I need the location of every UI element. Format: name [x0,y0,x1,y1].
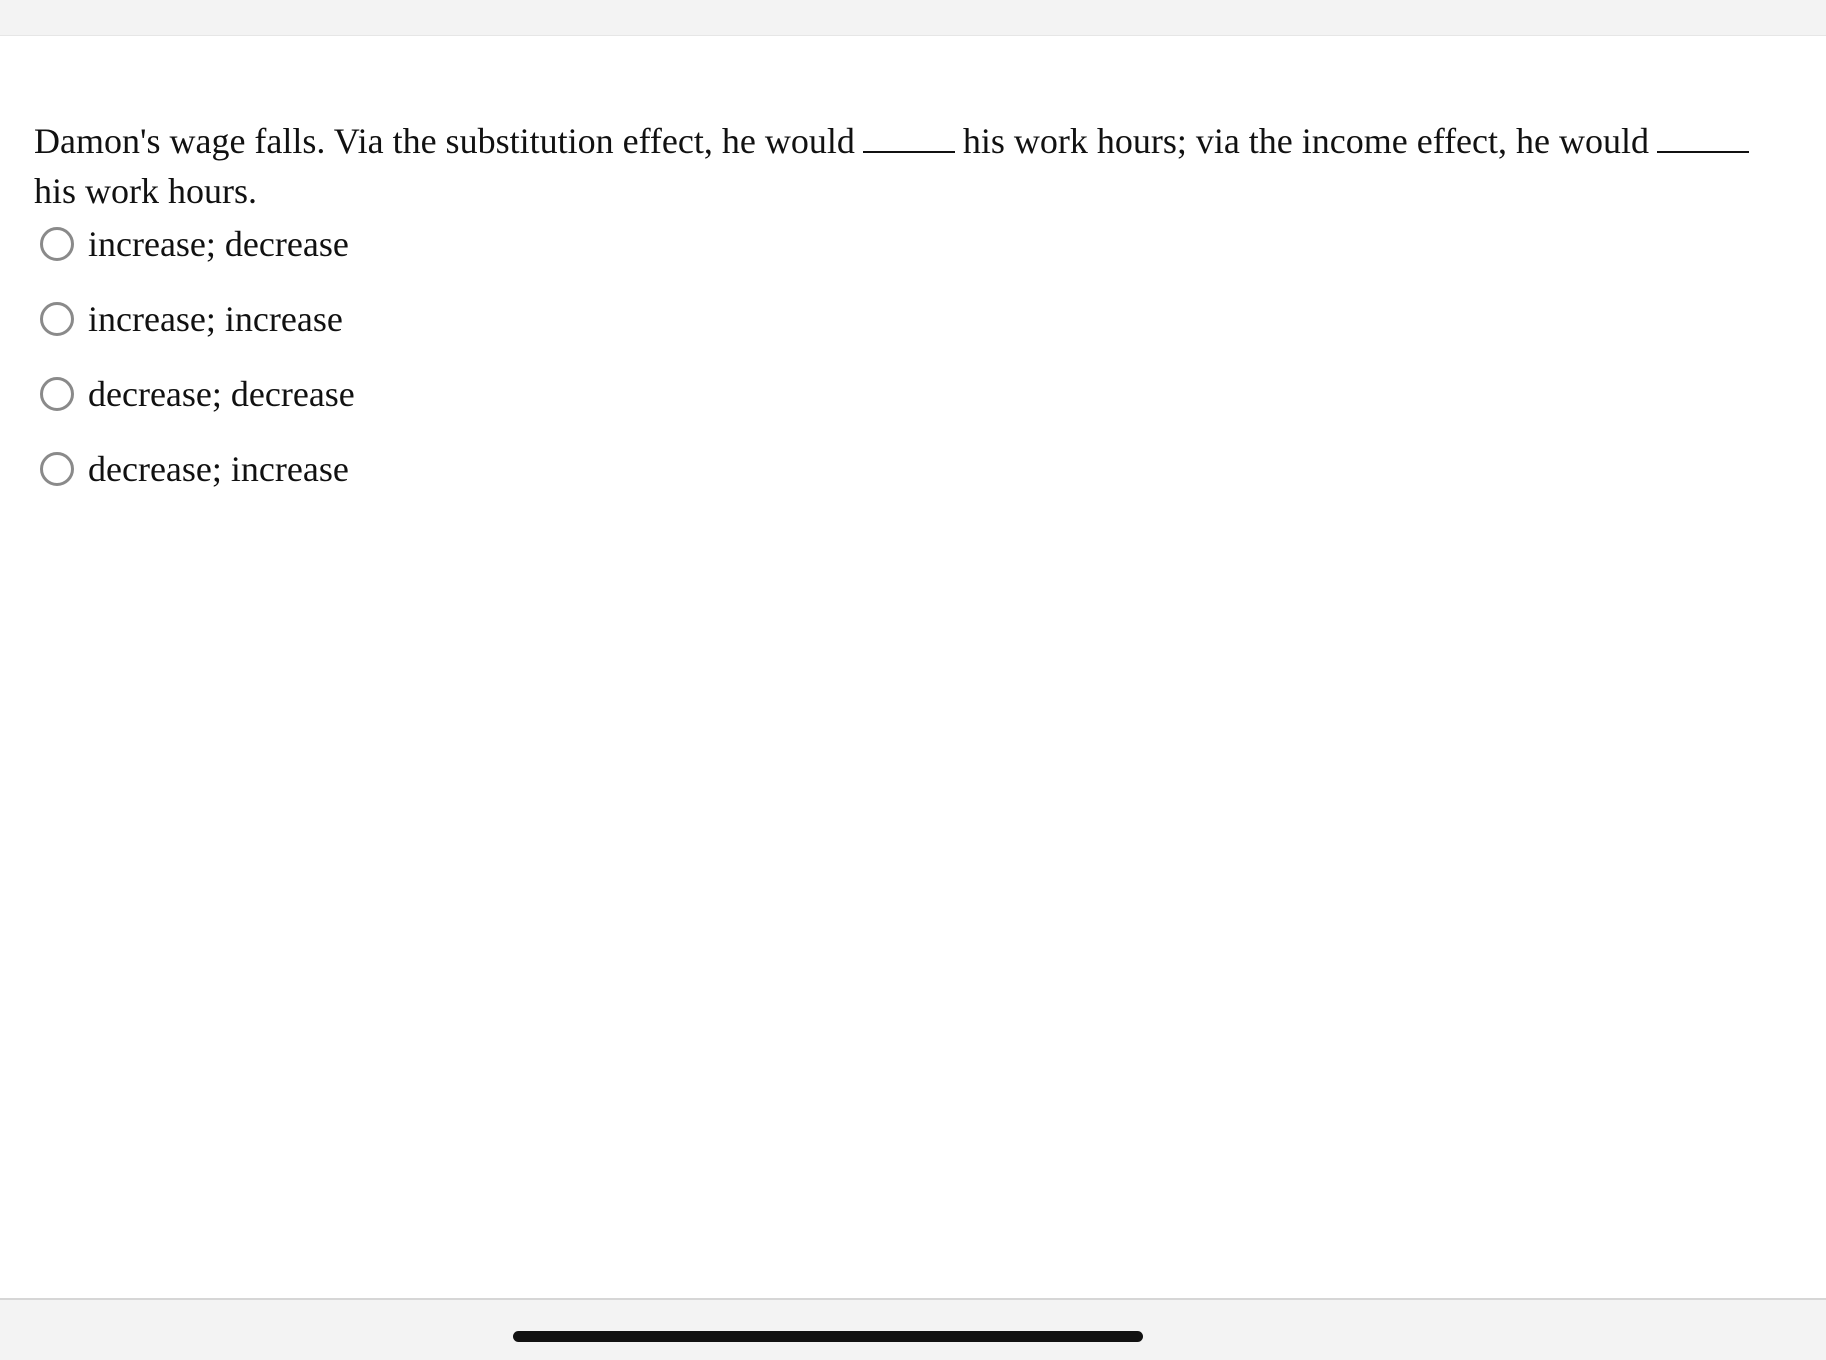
option-label: decrease; increase [88,448,349,489]
question-part-2: his work hours; via the income effect, he would [962,121,1649,161]
bottom-bar [0,1298,1826,1360]
question-part-1: Damon's wage falls. Via the substitution effect, he would [34,121,855,161]
blank-2 [1657,121,1749,153]
option-label: decrease; decrease [88,373,355,414]
answer-option-2[interactable] [34,281,1794,356]
question-text [34,116,1794,216]
option-label: increase; increase [88,298,343,339]
radio-button[interactable] [40,227,74,261]
question-part-3: his work hours. [34,171,257,211]
answer-option-1[interactable] [34,216,1794,271]
answer-options [34,216,1794,506]
blank-1 [863,121,955,153]
answer-option-4[interactable] [34,431,1794,506]
option-label: increase; decrease [88,223,349,264]
radio-button[interactable] [40,377,74,411]
radio-button[interactable] [40,302,74,336]
home-indicator[interactable] [513,1331,1143,1342]
radio-button[interactable] [40,452,74,486]
top-bar [0,0,1826,36]
question-container [34,116,1794,506]
answer-option-3[interactable] [34,356,1794,431]
